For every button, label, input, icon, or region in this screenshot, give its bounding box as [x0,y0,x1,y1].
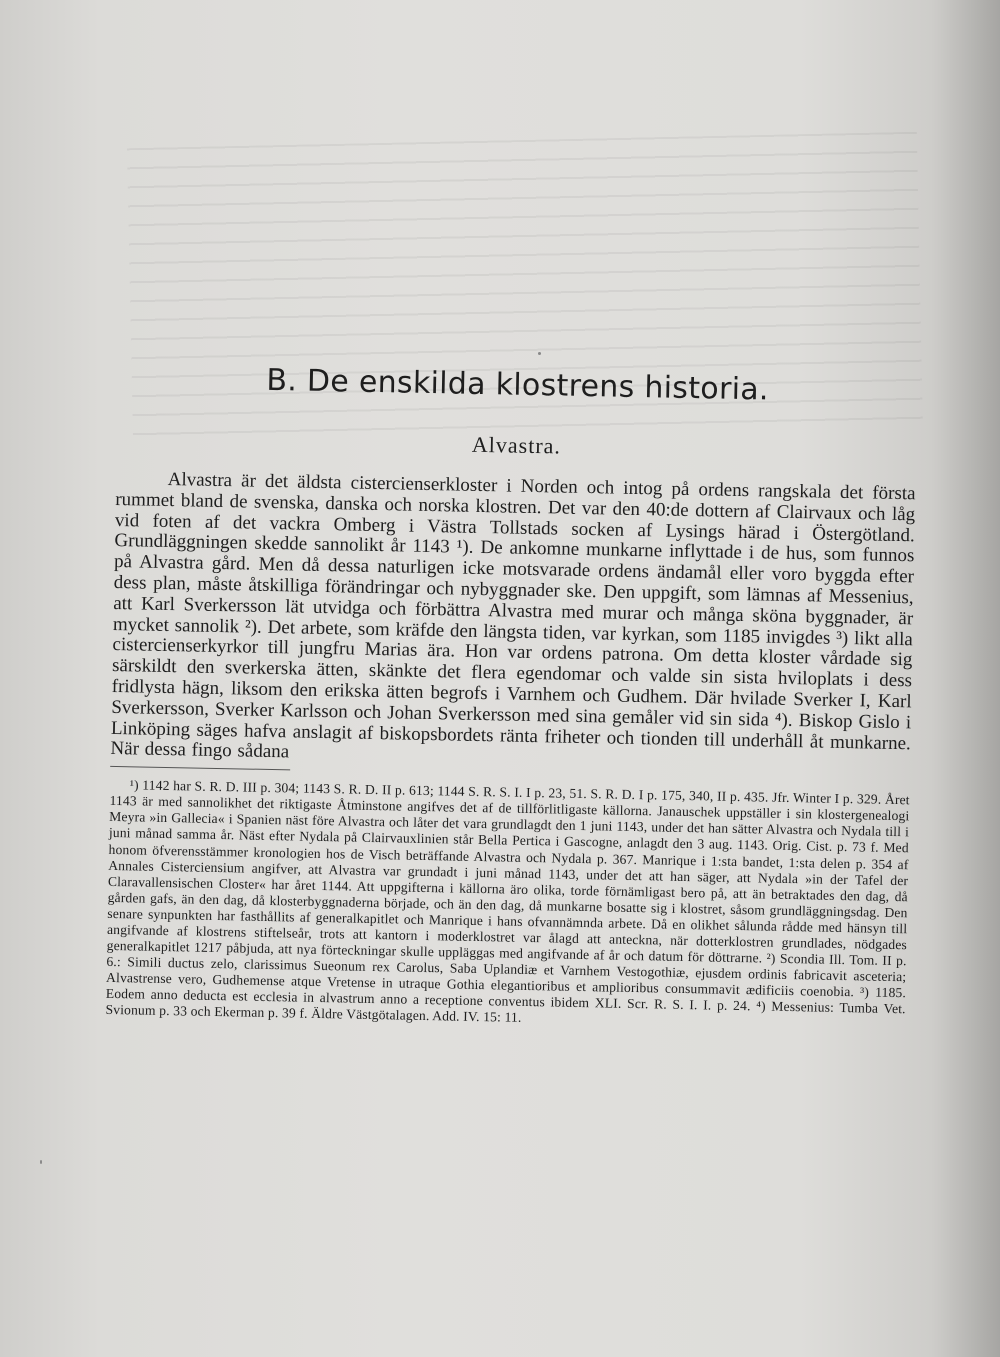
subsection-title: Alvastra. [471,431,562,459]
body-paragraph: Alvastra är det äldsta cistercienserkloster i Norden och intog på ordens rangskala det första rummet bland de svenska, danska och norska klostren. Det var den 40:de dottern af Clairvaux och låg vid foten af det vackra Omberg i Västra Tollstads socken af Lysings härad i Östergötland. Grundläggningen skedde sannolikt år 1143 ¹). De ankomne munkarne inflyttade i de hus, som funnos på Alvastra gård. Men då dessa naturligen icke motsvarade ordens ändamål eller voro byggda efter dess plan, måste åtskilliga förändringar och nybyggnader ske. Den uppgift, som lämnas af Messenius, att Karl Sverkersson lät utvidga och förbättra Alvastra med murar och många sköna byggnader, är mycket sannolik ²). Det arbete, som kräfde den längsta tiden, var kyrkan, som 1185 invigdes ³) likt alla cistercienserkyrkor till jungfru Marias ära. Hon var ordens patrona. Om detta kloster vårdade sig särskildt den sverkerska ätten, skänkte det flera egendomar och valde sin sista hviloplats i dess fridlysta hägn, liksom den erikska ätten begrofs i Varnhem och Gudhem. Där hvilade Sverker I, Karl Sverkersson, Sverker Karlsson och Johan Sverkersson med sina gemåler vid sin sida ⁴). Biskop Gislo i Linköping säges hafva anslagit af biskopsbordets ränta friheter och tionden till underhåll åt munkarne. När dessa fingo sådana [110,468,916,763]
section-title: B. De enskilda klostrens historia. [266,362,770,408]
paper-speck [40,1160,42,1164]
footnote-rule [110,766,290,770]
footnotes: ¹) 1142 har S. R. D. III p. 304; 1143 S. R. D. II p. 613; 1144 S. R. S. I. I p. 23, 51. S. R. D. I p. 175, 340, II p. 435. Jfr. Winter I p. 329. Året 1143 är med sannolikhet det riktigaste Åtminstone angifves det af de tillförlitligaste källorna. Janauschek uppställer i sin klostergenealogi Meyra »in Gallecia« i Spanien näst före Alvastra och låter det vara grundlagdt den 1 juni 1143, under det han sätter Alvastra och Nydala till i juni månad samma år. Näst efter Nydala på Clairvauxlinien står Bella Pertica i Gascogne, anlagdt den 3 aug. 1143. Orig. Cist. p. 73 f. Med honom öfverensstämmer kronologien hos de Visch beträffande Alvastra och Nydala p. 367. Manrique i 1:sta bandet, 1:sta delen p. 354 af Annales Cisterciensium angifver, att Alvastra var grundadt i juni månad 1143, under det att han säger, att Nydala »in der Tafel der Claravallensischen Closter« har året 1144. Att uppgifterna i källorna äro olika, torde förnämligast bero på, att än betraktades den dag, då gården gafs, än den dag, då klosterbyggnaderna började, och än den dag, då munkarne bosatte sig i klostret, såsom grundläggningsdag. Den senare synpunkten har fasthållits af generalkapitlet och Manrique i hans ofvannämnda arbete. Då en olikhet sålunda rådde med hänsyn till angifvande af klostrens stiftelseår, trots att kantorn i moderklostret var ålagd att anteckna, när dotterklostren grundlades, nödgades generalkapitlet 1217 påbjuda, att nya förteckningar skulle uppläggas med angifvande af år och datum för döttrarne. ²) Scondia Ill. Tom. II p. 6.: Simili ductus zelo, clarissimus Sueonum rex Carolus, Saba Uplandiæ et Varnhem Vestogothiæ, ejusdem ordinis fabricavit asceteria; Alvastrense vero, Gudhemense atque Vretense in utraque Gothia elegantioribus et amplioribus consummavit ædificiis coenobia. ³) 1185. Eodem anno deducta est ecclesia in alvastrum anno a receptione conventus ibidem XLI. Scr. R. S. I. I. p. 24. ⁴) Messenius: Tumba Vet. Svionum p. 33 och Ekerman p. 39 f. Äldre Västgötalagen. Add. IV. 15: 11. [105,777,910,1026]
paper-speck [538,352,541,355]
page-content [105,360,917,1034]
spine-shadow [930,0,1000,1357]
